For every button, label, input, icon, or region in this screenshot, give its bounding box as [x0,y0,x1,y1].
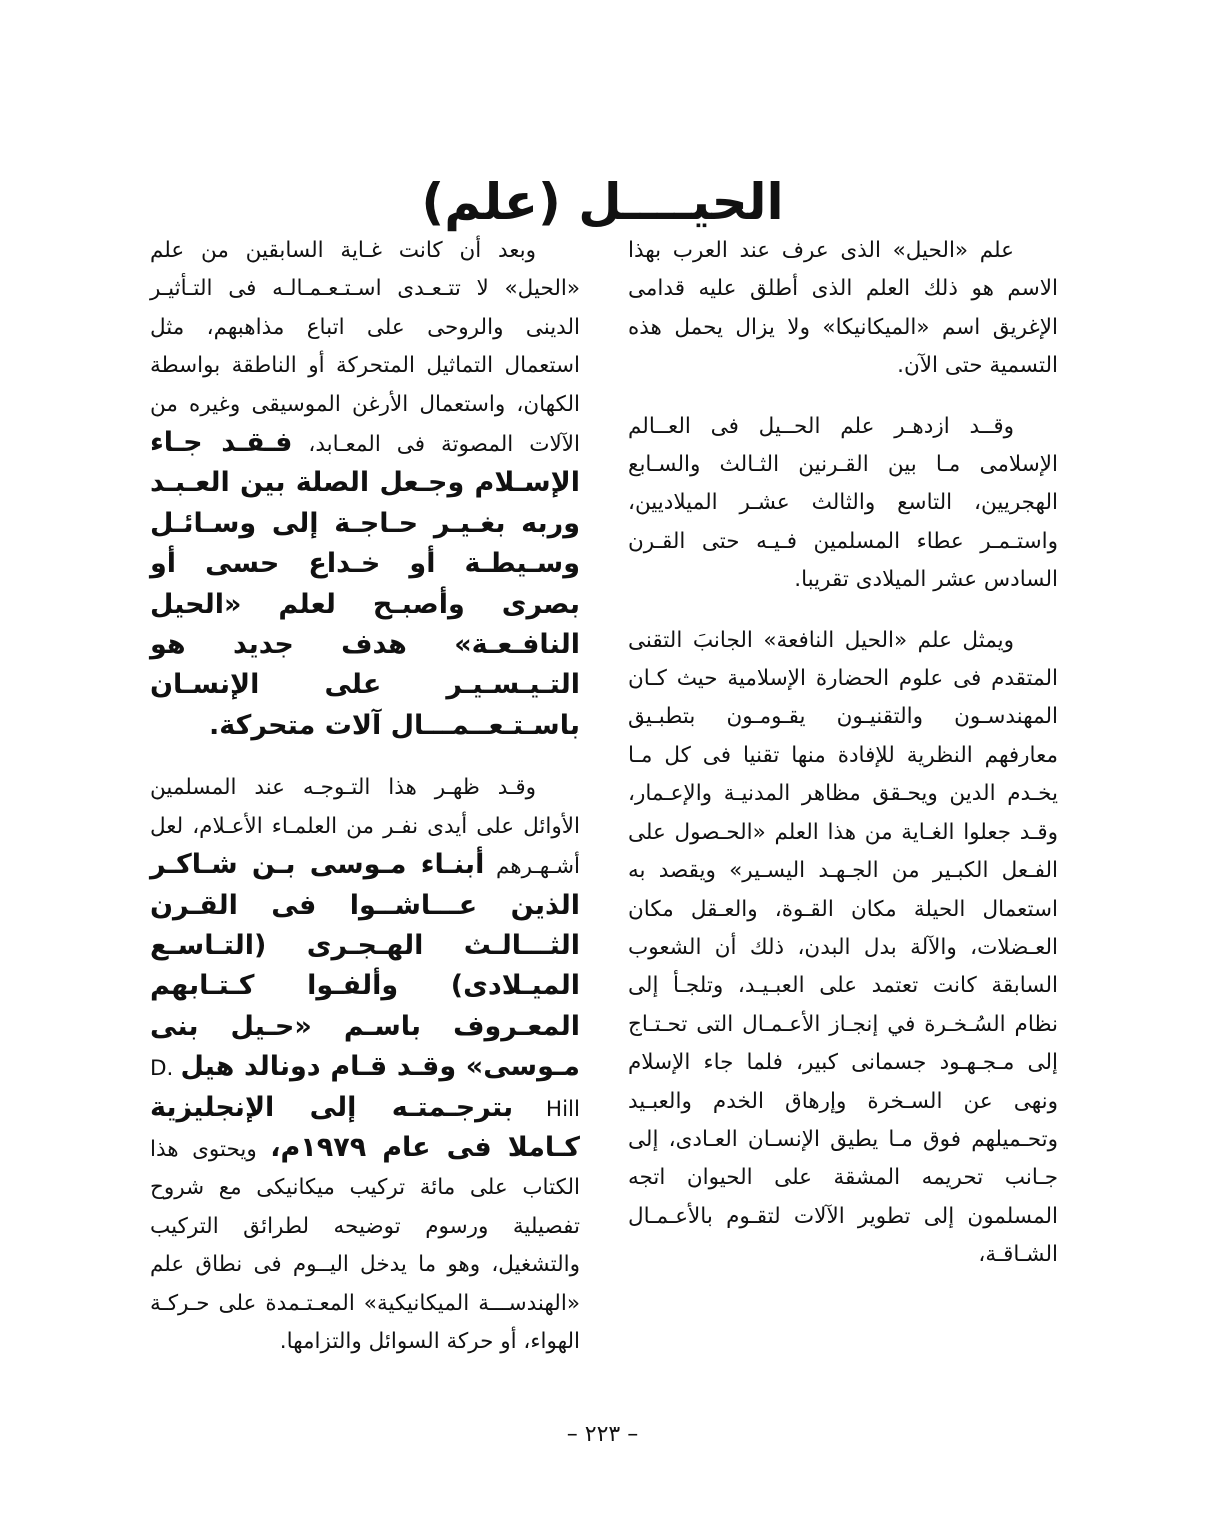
paragraph-text: ويحتوى هذا الكتاب على مائة تركيب ميكانيكى مع شروح تفصيلية ورسوم توضيحه لطرائق التركيب والتشغيل، وهو ما يدخل اليــوم فى نطاق علم «الهندســـة الميكانيكية» المعـتـمدة على حـركـة الهواء، أو حركة السوائل والتزامها. [150,1136,580,1354]
latin-name: D. Hill [150,1056,580,1122]
paragraph [150,769,580,1361]
emphasized-text: أبنـاء مـوسى بـن شـاكـر الذين عـــاشــوا فى القـرن الثـــالـث الهـجـرى (التـاسـع الميـلادى) وألفـوا كـتـابهم المعـروف باسـم «حـيل بنى مـوسى» وقـد قـام دونالد هيل [150,849,580,1083]
paragraph: علم «الحيل» الذى عرف عند العرب بهذا الاسم هو ذلك العلم الذى أطلق عليه قدامى الإغريق اسم «الميكانيكا» ولا يزال يحمل هذه التسمية حتى الآن. [628,238,1058,379]
page-title: الحيــــل (علم) [421,172,784,231]
paragraph-text: وبعد أن كانت غـاية السابقين من علم «الحيل» لا تتـعـدى اسـتـعـمـالـه فى التـأثيـر الدينى والروحى على اتباع مذاهبهم، مثل استعمال التماثيل المتحركة أو الناطقة بواسطة الكهان، واستعمال الأرغن الموسيقى وغيره من الآلات المصوتة فى المعـابد، [150,238,580,458]
paragraph: وقــد ازدهـر علم الحــيل فى العــالم الإسلامى مـا بين القـرنين الثـالث والسـابع الهجريين، التاسع والثالث عشـر الميلاديين، واستـمـر عطاء المسلمين فـيـه حتى القـرن السادس عشر الميلادى تقريبا. [628,413,1058,593]
emphasized-text: بترجـمتـه إلى الإنجليزية كـاملا فى عام ١٩٧٩م، [150,1091,580,1163]
paragraph-text: وقـد ظهـر هذا التـوجـه عند المسلمين الأوائل على أيدى نفـر من العلمـاء الأعـلام، لعل أشـهـرهم [150,775,580,880]
paragraph: ويمثل علم «الحيل النافعة» الجانبَ التقنى المتقدم فى علوم الحضارة الإسلامية حيث كـان المهندسـون والتقنيـون يقـومـون بتطبـيق معارفهم النظرية للإفادة منها تقنيا فى كل مـا يخـدم الدين ويحـقق مظاهر المدنيـة والإعـمار، وقـد جعلوا الغـاية من هذا العلم «الحـصول على الفـعل الكبـير من الجـهـد اليسـير» ويقصد به استعمال الحيلة مكان القـوة، والعـقل مكان العـضلات، والآلة بدل البدن، ذلك أن الشعوب السابقة كانت تعتمد على العبـيـد، وتلجـأ إلى نظام السُـخـرة في إنجـاز الأعـمـال التى تحـتـاج إلى مـجـهـود جسمانى كبير، فلما جاء الإسلام ونهى عن السـخرة وإرهاق الخدم والعبـيد وتحـميلهم فوق مـا يطيق الإنسـان العـادى، إلى جـانب تحريمه المشقة على الحيوان اتجه المسلمون إلى تطوير الآلات لتقـوم بالأعـمـال الشـاقـة، [628,627,1058,1268]
right-column [628,232,1058,1297]
left-column [150,232,580,1383]
page-number: – ٢٢٣ – [566,1422,639,1447]
emphasized-text: فـقـد جـاء الإسـلام وجـعل الصلة بين العـبـد وربه بغـيـر حـاجـة إلى وسـائـل وسـيطـة أو خـداع حسى أو بصرى وأصبـح لعلم «الحيل النافـعـة» هدف جديد هو التـيـسـيـر على الإنسـان باسـتـعــمـــال آلات متحركة. [150,427,580,741]
paragraph [150,232,580,747]
